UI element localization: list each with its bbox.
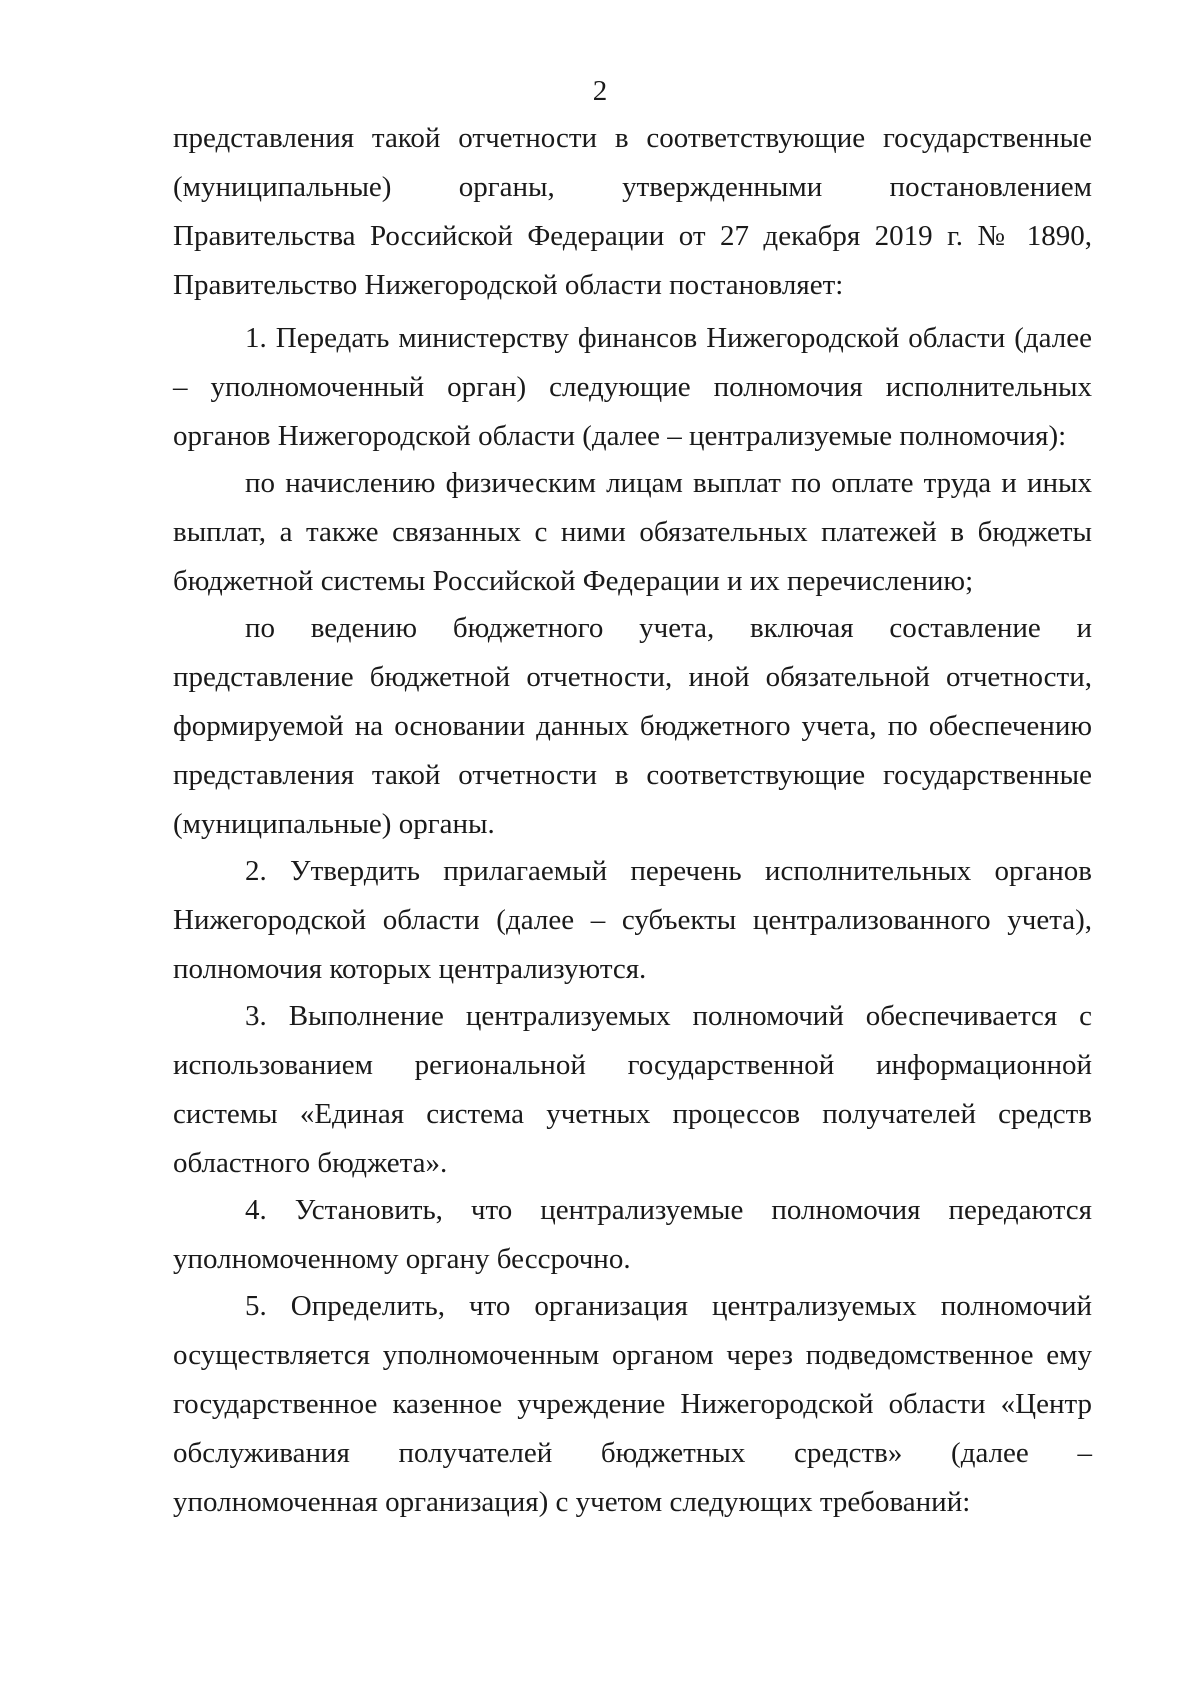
- document-body: [173, 114, 1092, 1527]
- page-number: 2: [592, 75, 608, 107]
- paragraph-item-1-payroll: по начислению физическим лицам выплат по оплате труда и иных выплат, а также связанных с ними обязательных платежей в бюджеты бюджетной системы Российской Федерации и их перечислению;: [173, 467, 1092, 597]
- paragraph-item-4: 4. Установить, что централизуемые полномочия передаются уполномоченному органу бессрочно.: [173, 1194, 1092, 1275]
- paragraph-continuation: представления такой отчетности в соответствующие государственные (муниципальные) органы, утвержденными постановлением Правительства Российской Федерации от 27 декабря 2019 г. № 1890, Правительство Нижегородской области постановляет:: [173, 122, 1092, 301]
- paragraph-item-5: 5. Определить, что организация централизуемых полномочий осуществляется уполномоченным органом через подведомственное ему государственное казенное учреждение Нижегородской области «Центр обслуживания получателей бюджетных средств» (далее – уполномоченная организация) с учетом следующих требований:: [173, 1290, 1092, 1518]
- paragraph-item-3: 3. Выполнение централизуемых полномочий обеспечивается с использованием региональной государственной информационной системы «Единая система учетных процессов получателей средств областного бюджета».: [173, 1000, 1092, 1179]
- paragraph-item-2: 2. Утвердить прилагаемый перечень исполнительных органов Нижегородской области (далее – субъекты централизованного учета), полномочия которых централизуются.: [173, 855, 1092, 985]
- paragraph-item-1-accounting: по ведению бюджетного учета, включая составление и представление бюджетной отчетности, иной обязательной отчетности, формируемой на основании данных бюджетного учета, по обеспечению представления такой отчетности в соответствующие государственные (муниципальные) органы.: [173, 612, 1092, 840]
- paragraph-item-1: 1. Передать министерству финансов Нижегородской области (далее – уполномоченный орган) следующие полномочия исполнительных органов Нижегородской области (далее – централизуемые полномочия):: [173, 322, 1092, 452]
